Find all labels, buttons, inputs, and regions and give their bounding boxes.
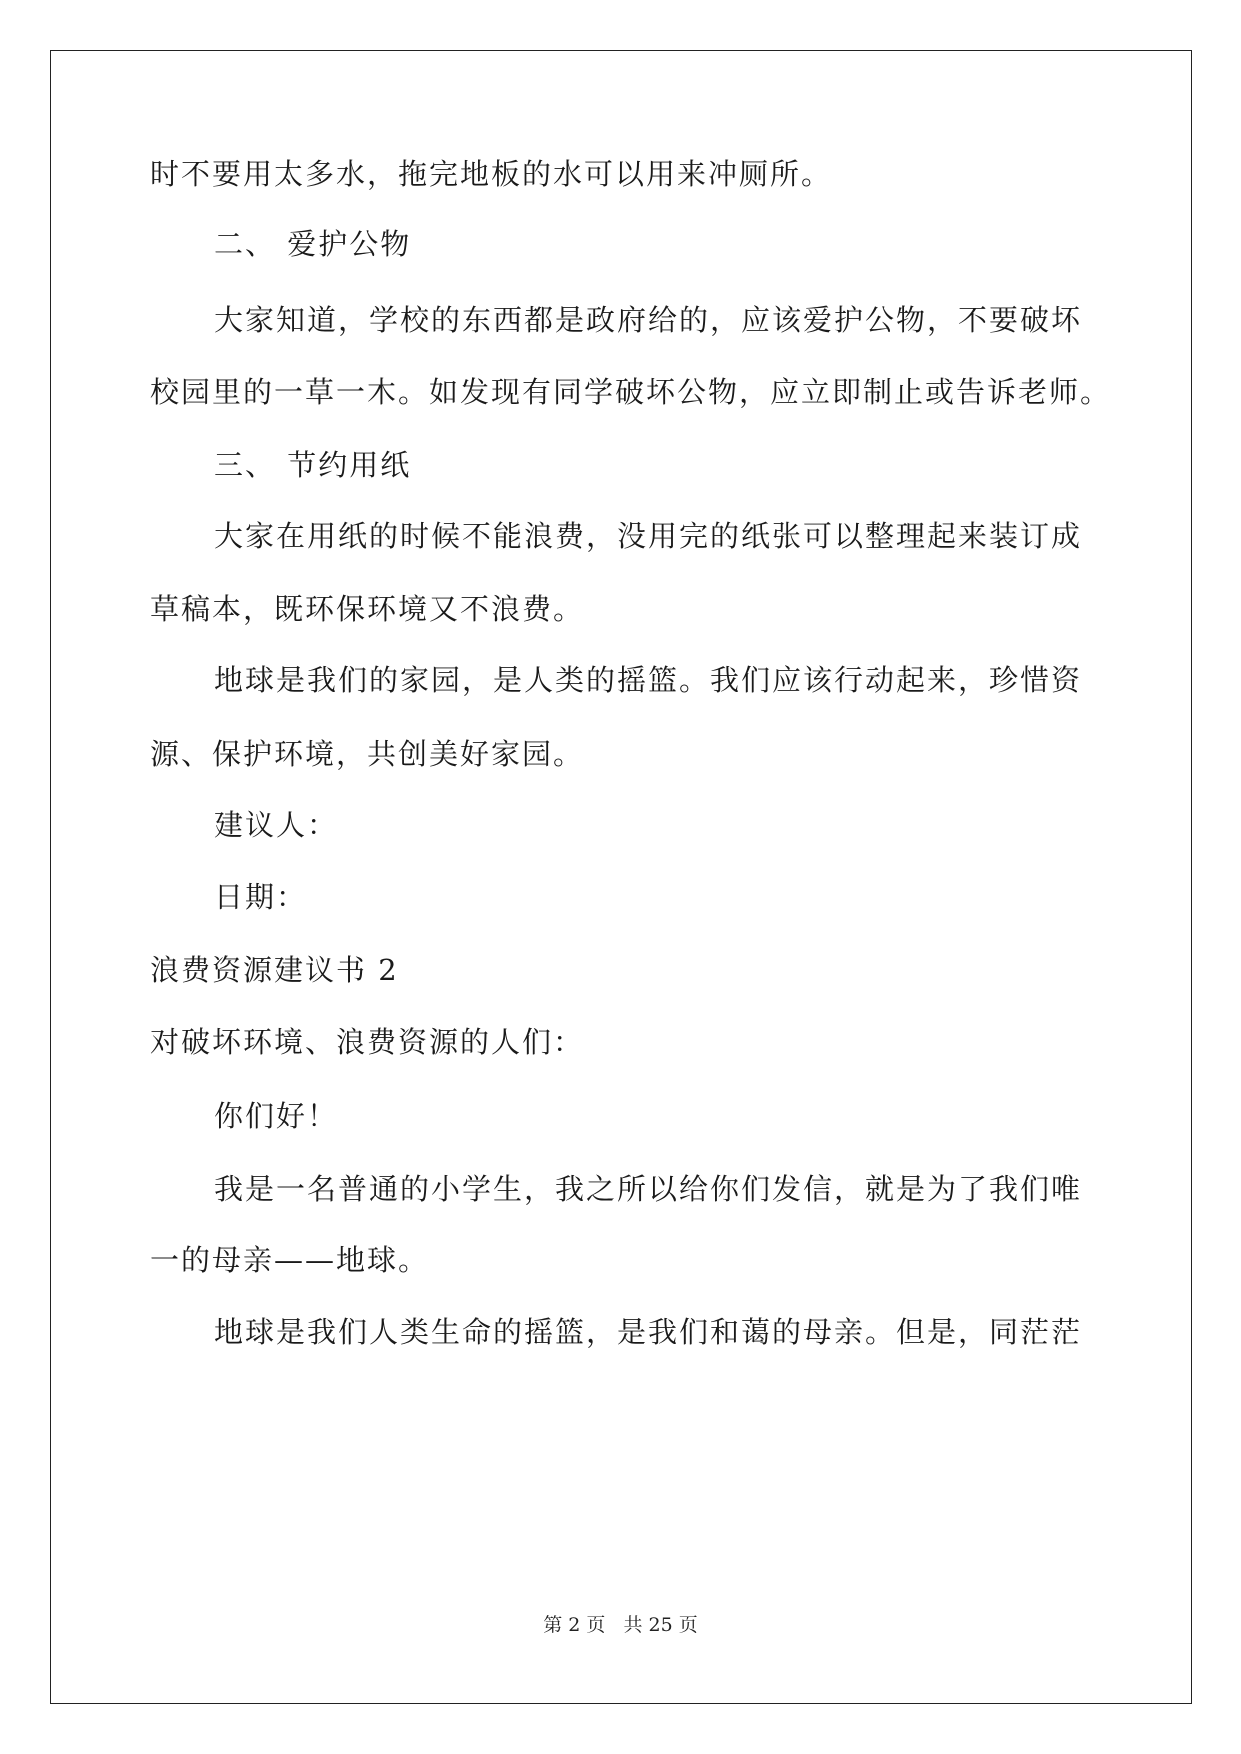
paragraph-line: 校园里的一草一木。如发现有同学破坏公物，应立即制止或告诉老师。 xyxy=(150,375,1112,409)
date-label: 日期： xyxy=(214,880,308,914)
paragraph-line: 源、保护环境，共创美好家园。 xyxy=(150,737,585,771)
section-heading: 二、 爱护公物 xyxy=(214,227,412,261)
paragraph-line: 一的母亲——地球。 xyxy=(150,1243,430,1277)
signer-label: 建议人： xyxy=(214,808,339,842)
paragraph-line: 时不要用太多水，拖完地板的水可以用来冲厕所。 xyxy=(150,157,833,191)
paragraph-line: 大家在用纸的时候不能浪费，没用完的纸张可以整理起来装订成 xyxy=(214,519,1083,553)
paragraph-line: 草稿本，既环保环境又不浪费。 xyxy=(150,592,585,626)
paragraph-line: 大家知道，学校的东西都是政府给的，应该爱护公物，不要破坏 xyxy=(214,303,1083,337)
document-title: 浪费资源建议书 2 xyxy=(150,953,399,987)
salutation: 对破坏环境、浪费资源的人们： xyxy=(150,1025,585,1059)
paragraph-line: 我是一名普通的小学生，我之所以给你们发信，就是为了我们唯 xyxy=(214,1172,1083,1206)
section-heading: 三、 节约用纸 xyxy=(214,448,412,482)
page-number: 第 2 页 xyxy=(543,1614,606,1636)
paragraph-line: 地球是我们的家园，是人类的摇篮。我们应该行动起来，珍惜资 xyxy=(214,663,1083,697)
paragraph-line: 地球是我们人类生命的摇篮，是我们和蔼的母亲。但是，同茫茫 xyxy=(214,1315,1083,1349)
greeting: 你们好！ xyxy=(214,1099,339,1133)
page-total: 共 25 页 xyxy=(623,1614,698,1636)
page-footer xyxy=(0,1610,1241,1637)
